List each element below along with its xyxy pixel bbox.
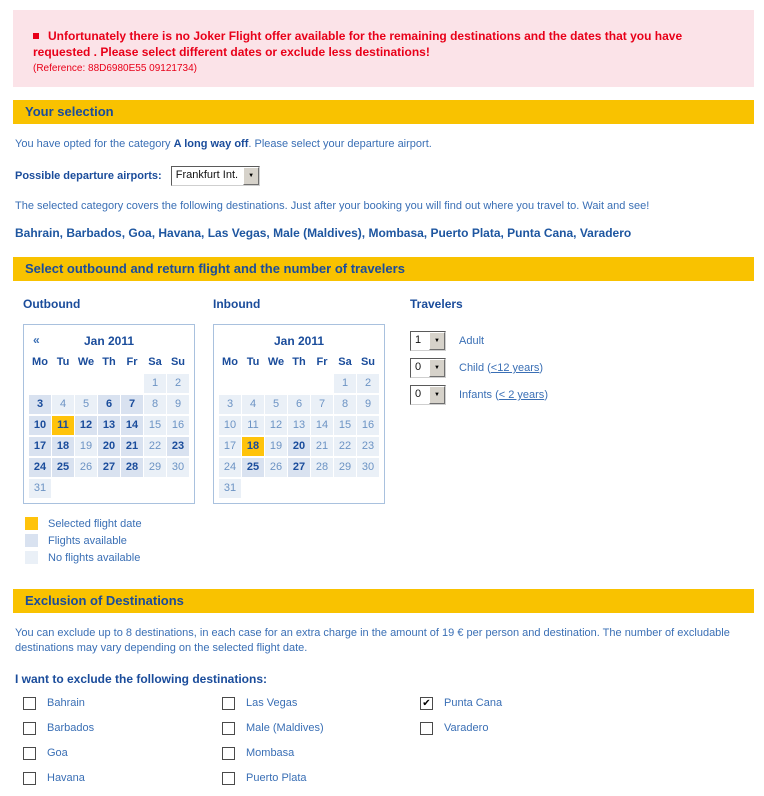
destination-checkbox-mombasa[interactable] [222, 747, 235, 760]
calendar-day[interactable]: 24 [29, 458, 51, 477]
calendar-empty-cell [242, 479, 264, 498]
calendar-day: 7 [311, 395, 333, 414]
day-header: Sa [338, 356, 352, 368]
outbound-column [23, 297, 213, 504]
covers-text: The selected category covers the following destinations. Just after your booking you will find out where you travel to. Wait and see! [15, 200, 650, 212]
departure-airport-row [15, 166, 754, 186]
destination-checkbox-male-maldives[interactable] [222, 722, 235, 735]
calendar-day: 12 [265, 416, 287, 435]
traveler-row-child [410, 358, 754, 378]
calendar-empty-cell [52, 479, 74, 498]
traveler-label: Adult [459, 335, 485, 347]
calendar-day: 9 [167, 395, 189, 414]
checkbox-label: Puerto Plata [246, 772, 307, 784]
section-bar-flights: Select outbound and return flight and the number of travelers [13, 257, 754, 281]
calendar-day[interactable]: 28 [121, 458, 143, 477]
checkbox-row-punta-cana [420, 696, 754, 710]
destination-checkbox-bahrain[interactable] [23, 697, 36, 710]
calendar-day[interactable]: 6 [98, 395, 120, 414]
legend-row [25, 517, 754, 530]
calendar-day: 16 [167, 416, 189, 435]
calendar-day: 1 [334, 374, 356, 393]
calendar-day: 3 [219, 395, 241, 414]
calendar-day: 22 [144, 437, 166, 456]
day-header: Fr [316, 356, 328, 368]
checkbox-label: Bahrain [47, 697, 85, 709]
day-header: Su [360, 356, 376, 368]
checkbox-column-2 [222, 696, 420, 796]
inbound-column [213, 297, 410, 504]
calendar-day: 9 [357, 395, 379, 414]
calendar-day: 8 [334, 395, 356, 414]
day-header: Mo [222, 356, 238, 368]
calendar-empty-cell [167, 479, 189, 498]
error-message [33, 28, 709, 60]
calendar-day[interactable]: 12 [75, 416, 97, 435]
calendar-day: 21 [311, 437, 333, 456]
calendar-day[interactable]: 17 [29, 437, 51, 456]
traveler-label: Infants (< 2 years) [459, 389, 548, 401]
calendar-empty-cell [75, 374, 97, 393]
traveler-label: Child (<12 years) [459, 362, 544, 374]
calendar-empty-cell [98, 374, 120, 393]
checkbox-row-havana [23, 771, 222, 785]
day-header: Tu [56, 356, 70, 368]
day-header: Su [170, 356, 186, 368]
legend-swatch-avail [25, 534, 38, 547]
calendar-day[interactable]: 3 [29, 395, 51, 414]
calendar-day: 30 [167, 458, 189, 477]
calendar-day: 5 [265, 395, 287, 414]
calendar-day: 15 [334, 416, 356, 435]
calendar-empty-cell [75, 479, 97, 498]
calendar-empty-cell [265, 479, 287, 498]
calendar-empty-cell [121, 479, 143, 498]
calendar-day[interactable]: 7 [121, 395, 143, 414]
departure-airports-label: Possible departure airports: [15, 170, 162, 182]
calendar-empty-cell [98, 479, 120, 498]
calendar-empty-cell [357, 479, 379, 498]
calendar-day: 31 [29, 479, 51, 498]
calendar-empty-cell [52, 374, 74, 393]
calendar-month: Jan 2011 [273, 334, 325, 348]
calendar-day[interactable]: 18 [242, 437, 264, 456]
destination-checkbox-varadero[interactable] [420, 722, 433, 735]
checkbox-label: Male (Maldives) [246, 722, 324, 734]
calendar-day: 1 [144, 374, 166, 393]
calendar-day[interactable]: 25 [242, 458, 264, 477]
calendar-legend [25, 517, 754, 564]
calendar-day: 26 [75, 458, 97, 477]
calendar-header [219, 332, 379, 354]
error-banner [13, 10, 754, 87]
checkbox-label: Mombasa [246, 747, 295, 759]
calendar-empty-cell [311, 479, 333, 498]
error-reference: (Reference: 88D6980E55 09121734) [33, 63, 198, 74]
calendar-day[interactable]: 27 [98, 458, 120, 477]
legend-swatch-sel [25, 517, 38, 530]
age-link-child[interactable]: <12 years [490, 362, 540, 374]
calendar-day[interactable]: 25 [52, 458, 74, 477]
calendar-day: 29 [144, 458, 166, 477]
exclusion-prompt: I want to exclude the following destinations: [15, 672, 268, 686]
legend-swatch-none [25, 551, 38, 564]
legend-row [25, 534, 754, 547]
calendar-day: 19 [265, 437, 287, 456]
day-header: We [77, 356, 95, 368]
day-header: Tu [246, 356, 260, 368]
traveler-count-select-child[interactable] [410, 358, 446, 378]
destination-checkbox-goa[interactable] [23, 747, 36, 760]
destination-checkbox-las-vegas[interactable] [222, 697, 235, 710]
calendar-day[interactable]: 21 [121, 437, 143, 456]
category-intro-suffix: . Please select your departure airport. [248, 138, 432, 150]
calendar-day: 2 [357, 374, 379, 393]
calendar-day: 17 [219, 437, 241, 456]
checkbox-row-male-maldives [222, 721, 420, 735]
day-header: Mo [32, 356, 48, 368]
chevron-down-icon[interactable]: ▼ [429, 359, 445, 377]
chevron-down-icon[interactable]: ▼ [243, 167, 259, 185]
calendar-day: 16 [357, 416, 379, 435]
traveler-count-select-adult[interactable] [410, 331, 446, 351]
exclusion-text: You can exclude up to 8 destinations, in each case for an extra charge in the amount of 19 € per person and destination. The number of excludable destinations may vary depending on the selected flight date. [15, 627, 730, 654]
traveler-count-value: 0 [415, 361, 422, 373]
calendar-day[interactable]: 27 [288, 458, 310, 477]
calendar-prev-icon[interactable]: « [33, 333, 40, 347]
calendar-grid [219, 374, 379, 498]
traveler-count-value: 1 [415, 334, 422, 346]
section-bar-your-selection: Your selection [13, 100, 754, 124]
calendar-empty-cell [242, 374, 264, 393]
category-name: A long way off [173, 138, 249, 150]
traveler-count-select-infants[interactable] [410, 385, 446, 405]
checkbox-label: Havana [47, 772, 85, 784]
travelers-column [410, 297, 754, 504]
calendar-month: Jan 2011 [83, 334, 135, 348]
checkbox-label: Barbados [47, 722, 95, 734]
chevron-down-icon[interactable]: ▼ [429, 386, 445, 404]
calendar-day: 26 [265, 458, 287, 477]
exclusion-checkbox-columns [23, 696, 754, 796]
checkbox-row-barbados [23, 721, 222, 735]
calendar-day: 6 [288, 395, 310, 414]
calendar-empty-cell [265, 374, 287, 393]
calendar-day: 15 [144, 416, 166, 435]
calendar-empty-cell [144, 479, 166, 498]
section-bar-exclusion: Exclusion of Destinations [13, 589, 754, 613]
calendar-day: 23 [357, 437, 379, 456]
legend-label: Selected flight date [48, 517, 142, 530]
calendar-day: 31 [219, 479, 241, 498]
calendar-empty-cell [219, 374, 241, 393]
calendar-day: 4 [242, 395, 264, 414]
traveler-row-adult [410, 331, 754, 351]
checkbox-column-3 [420, 696, 754, 796]
calendar-day: 2 [167, 374, 189, 393]
legend-label: Flights available [48, 534, 127, 547]
calendar-empty-cell [334, 479, 356, 498]
calendar-day: 30 [357, 458, 379, 477]
checkbox-row-las-vegas [222, 696, 420, 710]
calendar-day-headers [29, 354, 189, 374]
calendar-day[interactable]: 20 [98, 437, 120, 456]
calendar-day[interactable]: 18 [52, 437, 74, 456]
calendar-day: 24 [219, 458, 241, 477]
checkbox-label: Las Vegas [246, 697, 298, 709]
checkbox-row-bahrain [23, 696, 222, 710]
calendar-day: 28 [311, 458, 333, 477]
destination-checkbox-barbados[interactable] [23, 722, 36, 735]
traveler-count-value: 0 [415, 388, 422, 400]
calendar-day: 29 [334, 458, 356, 477]
outbound-heading: Outbound [23, 297, 81, 311]
chevron-down-icon[interactable]: ▼ [429, 332, 445, 350]
checkbox-label: Goa [47, 747, 68, 759]
destination-checkbox-puerto-plata[interactable] [222, 772, 235, 785]
checkbox-label: Punta Cana [444, 697, 503, 709]
calendar-day: 14 [311, 416, 333, 435]
calendar-day[interactable]: 23 [167, 437, 189, 456]
error-bullet-icon [33, 33, 39, 39]
checkbox-row-mombasa [222, 746, 420, 760]
calendar-empty-cell [29, 374, 51, 393]
calendar-day[interactable]: 14 [121, 416, 143, 435]
destination-checkbox-havana[interactable] [23, 772, 36, 785]
inbound-heading: Inbound [213, 297, 261, 311]
outbound-calendar [23, 324, 195, 504]
checkbox-column-1 [23, 696, 222, 796]
calendar-day[interactable]: 20 [288, 437, 310, 456]
checkbox-row-varadero [420, 721, 754, 735]
destinations-list: Bahrain, Barbados, Goa, Havana, Las Vegas, Male (Maldives), Mombasa, Puerto Plata, Punta Cana, Varadero [15, 226, 632, 240]
calendar-empty-cell [311, 374, 333, 393]
legend-row [25, 551, 754, 564]
category-intro [15, 137, 750, 152]
calendar-day[interactable]: 13 [98, 416, 120, 435]
calendar-empty-cell [288, 479, 310, 498]
calendar-day: 5 [75, 395, 97, 414]
calendar-empty-cell [121, 374, 143, 393]
calendar-day: 10 [219, 416, 241, 435]
calendar-day: 8 [144, 395, 166, 414]
inbound-calendar [213, 324, 385, 504]
legend-label: No flights available [48, 551, 141, 564]
calendar-day: 13 [288, 416, 310, 435]
calendar-day: 19 [75, 437, 97, 456]
day-header: Fr [126, 356, 138, 368]
calendar-day: 11 [242, 416, 264, 435]
calendar-empty-cell [288, 374, 310, 393]
flight-columns [23, 297, 754, 504]
category-intro-prefix: You have opted for the category [15, 138, 174, 150]
departure-airport-select[interactable] [171, 166, 260, 186]
checkbox-row-goa [23, 746, 222, 760]
day-header: Sa [148, 356, 162, 368]
calendar-day[interactable]: 11 [52, 416, 74, 435]
checkbox-label: Varadero [444, 722, 489, 734]
day-header: We [267, 356, 285, 368]
destination-checkbox-punta-cana[interactable]: ✔ [420, 697, 433, 710]
travelers-rows [410, 331, 754, 405]
calendar-day-headers [219, 354, 379, 374]
calendar-day: 22 [334, 437, 356, 456]
departure-airport-value: Frankfurt Int. [175, 169, 239, 181]
travelers-heading: Travelers [410, 297, 463, 311]
day-header: Th [292, 356, 306, 368]
calendar-header [29, 332, 189, 354]
checkbox-row-puerto-plata [222, 771, 420, 785]
error-message-text: Unfortunately there is no Joker Flight offer available for the remaining destinations and the dates that you have requested . Please select different dates or exclude less destinations! [33, 29, 683, 59]
calendar-grid [29, 374, 189, 498]
calendar-day[interactable]: 10 [29, 416, 51, 435]
day-header: Th [102, 356, 116, 368]
calendar-day: 4 [52, 395, 74, 414]
traveler-row-infants [410, 385, 754, 405]
age-link-infants[interactable]: < 2 years [498, 389, 545, 401]
